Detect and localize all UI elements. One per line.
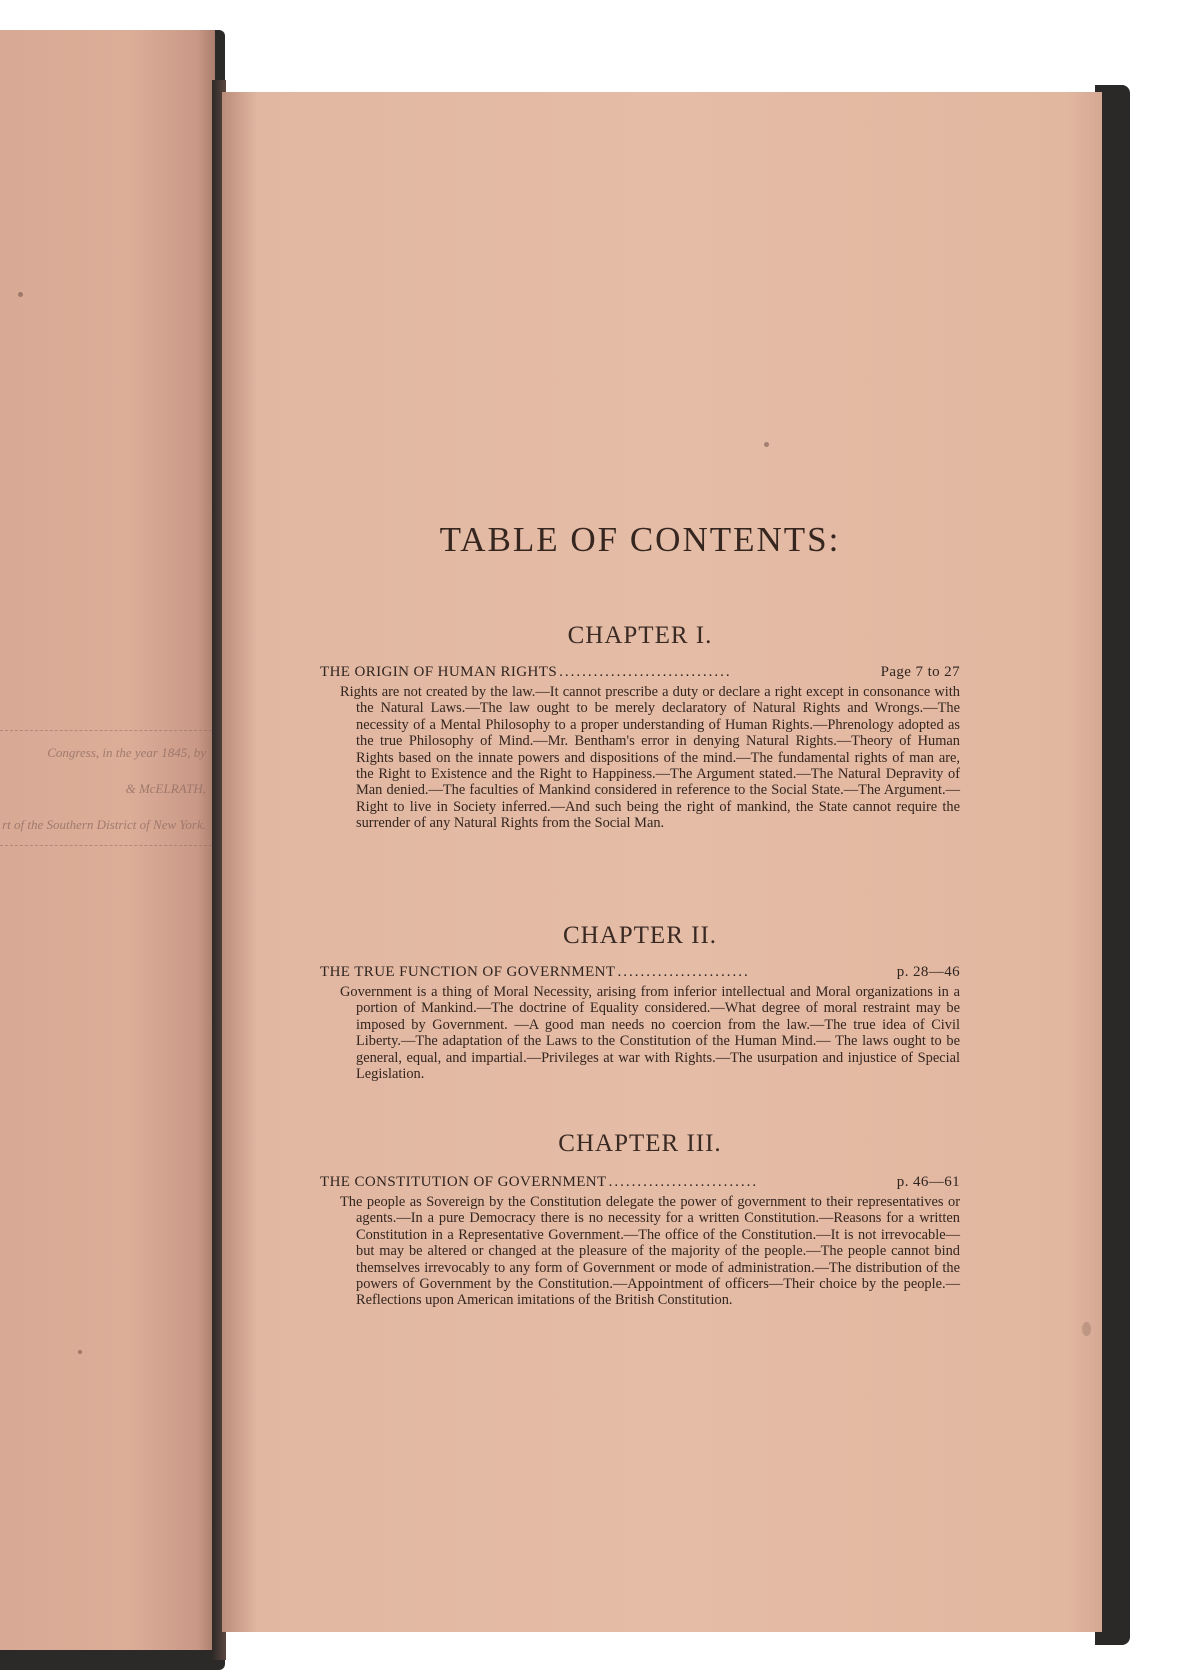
toc-title: TABLE OF CONTENTS: xyxy=(439,520,841,559)
chapter-summary: Rights are not created by the law.—It cannot prescribe a duty or declare a right except in consonance with the Natural Laws.—The law ought to be merely declaratory of Natural Rights and Wrongs.—The necessity of a Mental Philosophy to a proper understanding of Human Rights.—Phrenology adopted as the true Philosophy of Mind.—Mr. Bentham's error in denying Natural Rights.—Theory of Human Rights based on the innate powers and dispositions of the mind.—The fundamental rights of man are, the Right to Existence and the Right to Happiness.—The Argument stated.—The Natural Depravity of Man denied.—The faculties of Mankind considered in reference to the Social State.—The Argument.—Right to live in Society inferred.—And such being the right of mankind, the State cannot require the surrender of any Natural Rights from the Social Man. xyxy=(340,684,960,832)
chapter-heading: CHAPTER III. xyxy=(558,1130,722,1157)
foxing-spot xyxy=(78,1350,82,1354)
chapter-heading: CHAPTER II. xyxy=(562,922,718,949)
toc-entry-title: THE TRUE FUNCTION OF GOVERNMENT xyxy=(320,964,616,980)
imprint-rule-bottom xyxy=(0,845,212,846)
toc-entry xyxy=(320,964,960,981)
foxing-spot xyxy=(18,292,23,297)
toc-entry-title: THE ORIGIN OF HUMAN RIGHTS xyxy=(320,664,558,680)
right-page xyxy=(222,92,1102,1632)
toc-entry xyxy=(320,1174,960,1191)
toc-entry-pages: p. 28—46 xyxy=(896,964,960,980)
toc-entry-pages: Page 7 to 27 xyxy=(880,664,960,680)
leader-dots: ....................... xyxy=(617,964,750,980)
chapter-summary: Government is a thing of Moral Necessity, arising from inferior intellectual and Moral organizations in a portion of Mankind.—The doctrine of Equality considered.—What degree of moral restraint may be imposed by Government. —A good man needs no coercion from the law.—The true idea of Civil Liberty.—The adaptation of the Laws to the Constitution of the Human Mind.— The laws ought to be general, equal, and impartial.—Privileges at war with Rights.—The usurpation and injustice of Special Legislation. xyxy=(340,984,960,1083)
foxing-spot xyxy=(764,442,769,447)
imprint-line: rt of the Southern District of New York. xyxy=(2,817,206,832)
imprint-line: Congress, in the year 1845, by xyxy=(47,745,206,760)
chapter-heading: CHAPTER I. xyxy=(567,622,713,649)
leader-dots: .............................. xyxy=(559,664,732,680)
leader-dots: .......................... xyxy=(608,1174,759,1190)
imprint-rule-top xyxy=(0,730,212,731)
chapter-summary: The people as Sovereign by the Constitution delegate the power of government to their representatives or agents.—In a pure Democracy there is no necessity for a written Constitution.—Reasons for a written Constitution in a Representative Government.—The office of the Constitution.—It is not irrevocable—but may be altered or changed at the pleasure of the majority of the people.—The people cannot bind themselves irrevocably to any form of Government or mode of administration.—The distribution of the powers of Government by the Constitution.—Appointment of officers—Their choice by the people.—Reflections upon American imitations of the British Constitution. xyxy=(340,1194,960,1309)
toc-entry-title: THE CONSTITUTION OF GOVERNMENT xyxy=(320,1174,607,1190)
left-page xyxy=(0,30,215,1650)
imprint-line: & McELRATH, xyxy=(125,781,206,796)
toc-entry-pages: p. 46—61 xyxy=(896,1174,960,1190)
foxing-spot xyxy=(1082,1322,1091,1336)
toc-entry xyxy=(320,664,960,681)
copyright-imprint xyxy=(0,730,212,860)
